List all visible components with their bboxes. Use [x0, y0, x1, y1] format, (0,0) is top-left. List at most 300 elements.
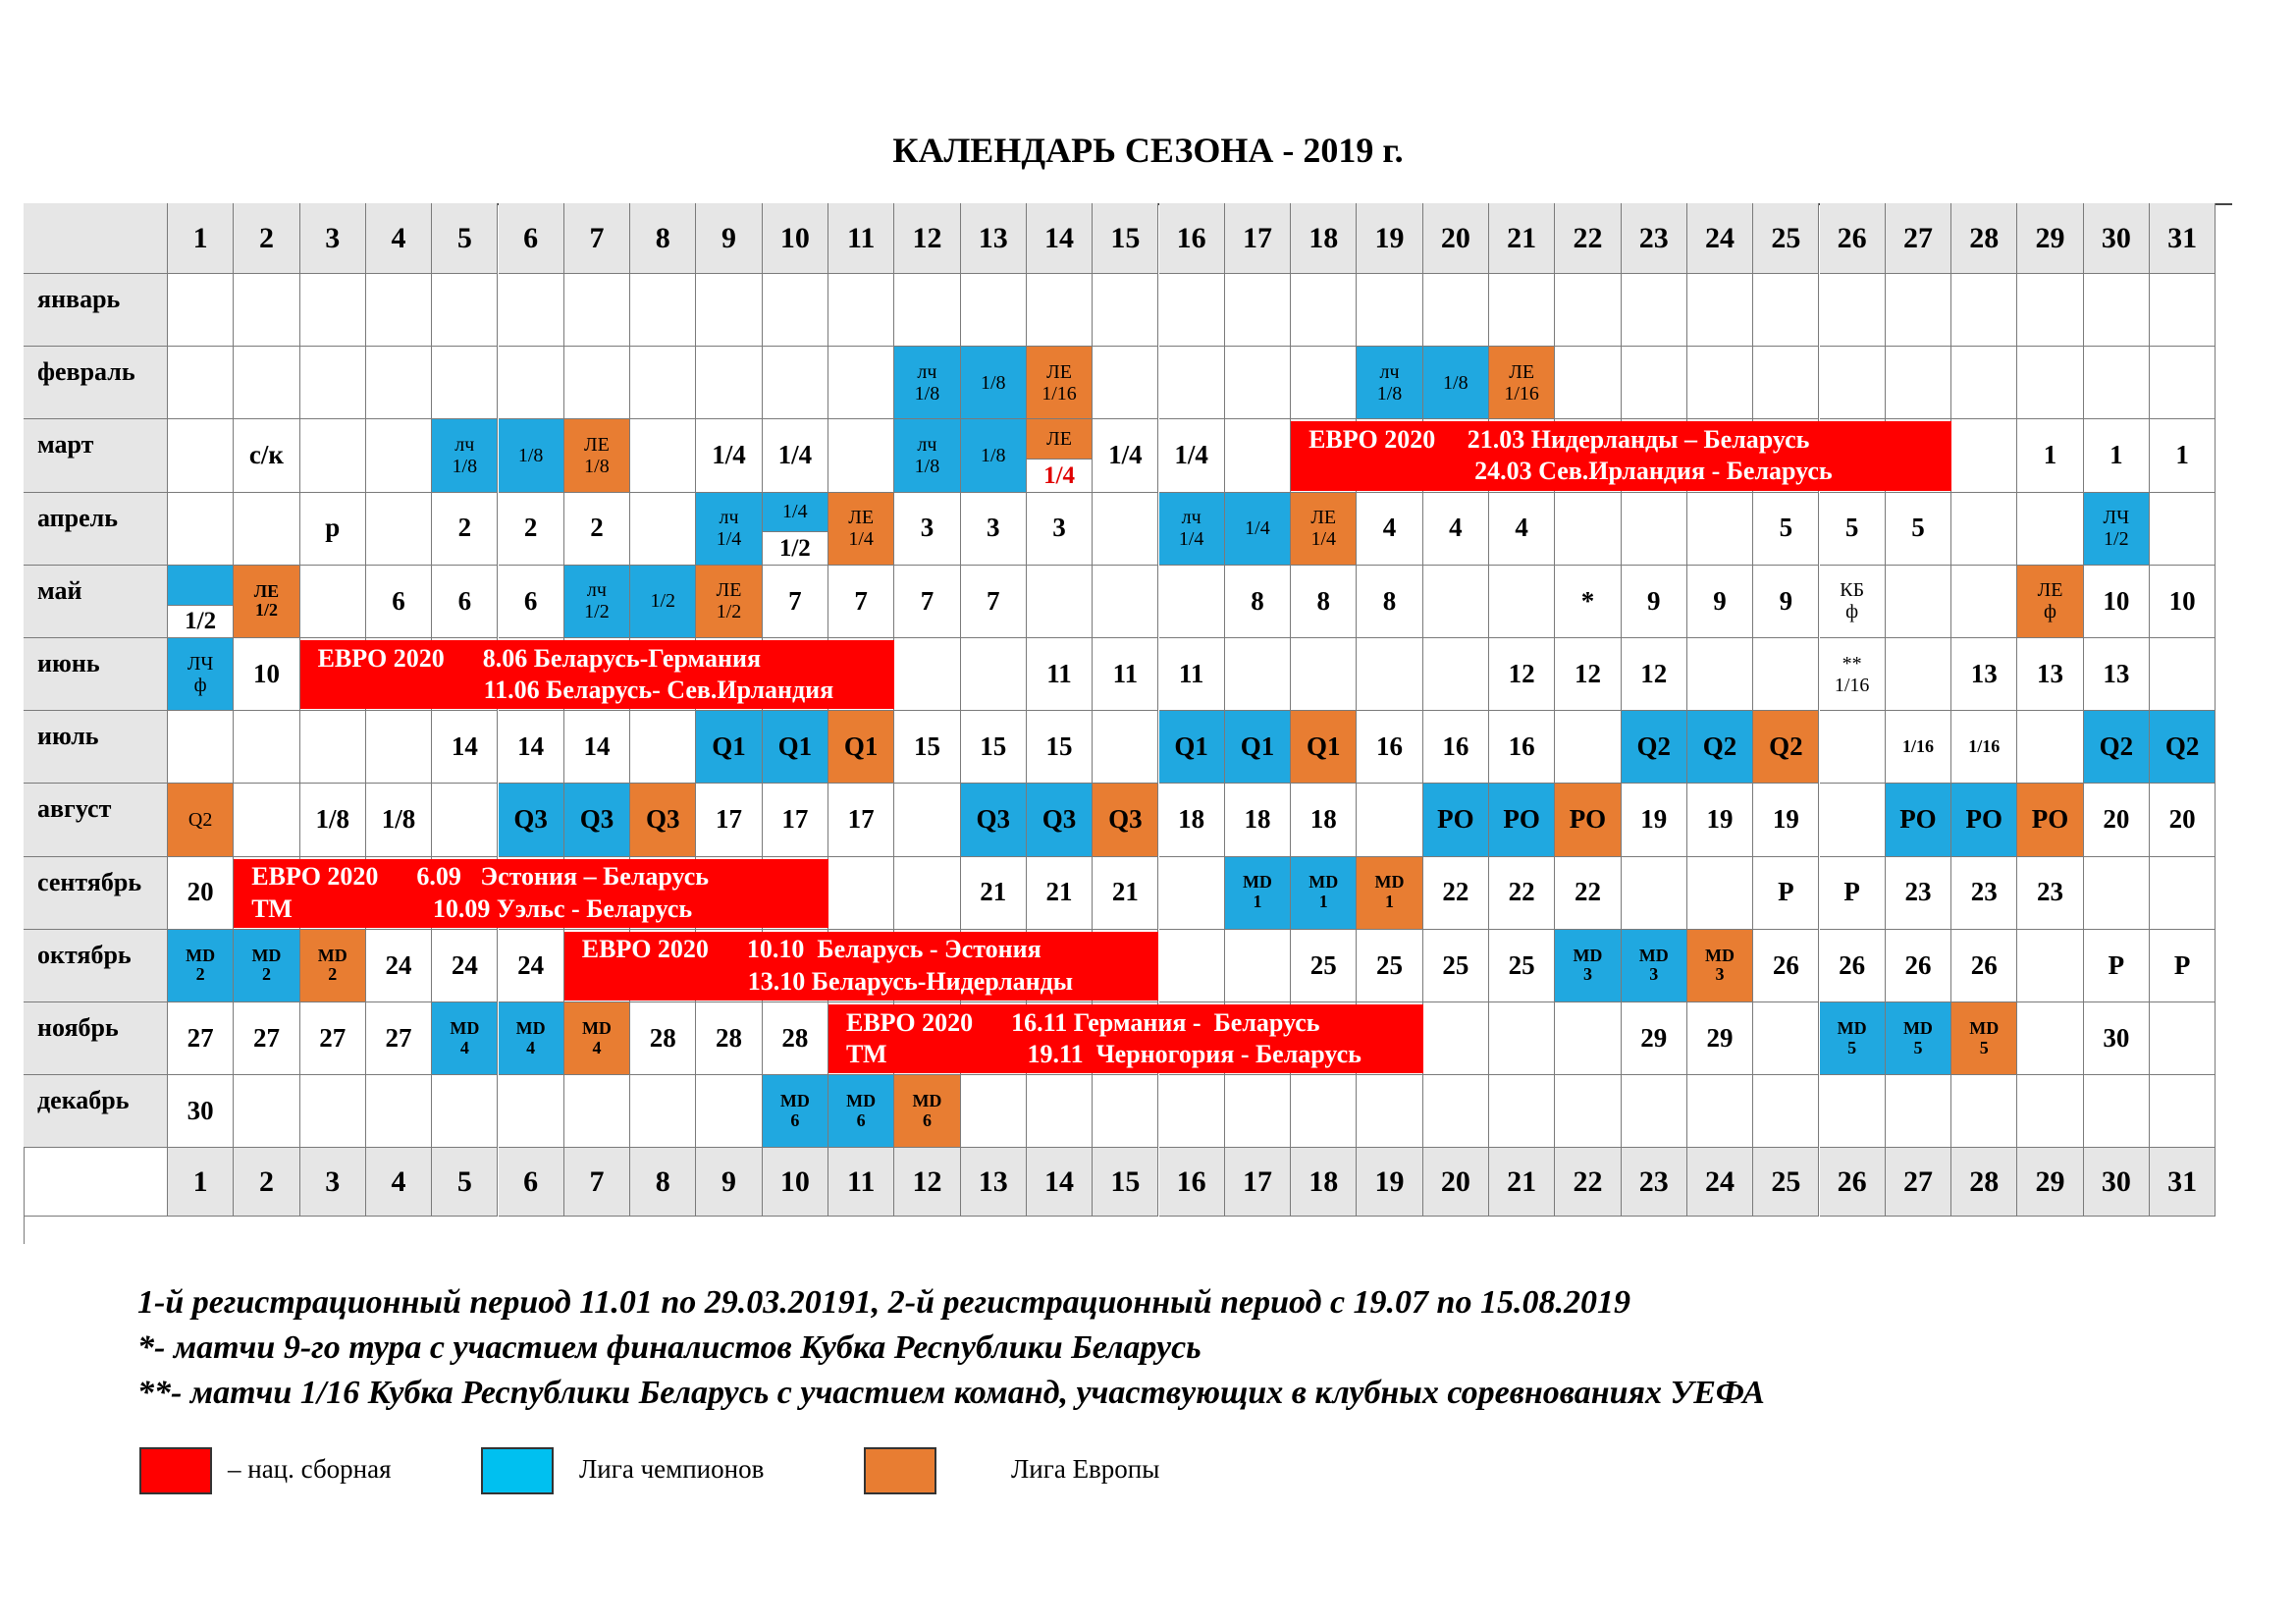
champions-league-cell: ЛЧ ф	[168, 638, 234, 711]
month-label: октябрь	[24, 930, 168, 1002]
band-line: ЕВРО 2020 6.09 Эстония – Беларусь	[251, 862, 709, 892]
day-cell: 24	[366, 930, 432, 1002]
band-line: 24.03 Сев.Ирландия - Беларусь	[1308, 457, 1833, 486]
legend-label-national: – нац. сборная	[228, 1454, 392, 1484]
footer-day: 26	[1820, 1148, 1886, 1217]
europa-league-cell: MD 3	[1687, 930, 1753, 1002]
day-cell: 27	[300, 1002, 366, 1075]
day-cell	[1687, 347, 1753, 419]
day-cell	[1357, 1075, 1422, 1148]
day-cell: 20	[168, 857, 234, 930]
footer-day: 21	[1489, 1148, 1555, 1217]
header-day: 4	[366, 203, 432, 274]
day-cell: 11	[1093, 638, 1158, 711]
day-cell	[828, 419, 894, 492]
header-day: 8	[630, 203, 696, 274]
footer-corner	[24, 1148, 168, 1217]
day-cell: 16	[1489, 711, 1555, 784]
day-cell: 28	[763, 1002, 828, 1075]
header-day: 13	[961, 203, 1027, 274]
champions-league-cell: Q3	[1027, 784, 1093, 856]
champions-league-cell: Q2	[2084, 711, 2150, 784]
day-cell: 1/16	[1886, 711, 1951, 784]
band-line: ЕВРО 2020 16.11 Германия - Беларусь	[846, 1007, 1320, 1037]
day-cell: 14	[499, 711, 564, 784]
day-cell: 5	[1753, 493, 1819, 566]
europa-league-cell: MD 6	[894, 1075, 960, 1148]
day-cell: 3	[961, 493, 1027, 566]
day-cell	[1291, 347, 1357, 419]
day-cell	[828, 857, 894, 930]
champions-league-cell: PO	[1489, 784, 1555, 856]
day-cell: 25	[1423, 930, 1489, 1002]
footer-day: 20	[1423, 1148, 1489, 1217]
header-day: 14	[1027, 203, 1093, 274]
day-cell: 7	[961, 566, 1027, 638]
day-cell: 18	[1291, 784, 1357, 856]
champions-league-cell: 1/8	[1423, 347, 1489, 419]
day-cell: 16	[1423, 711, 1489, 784]
footer-day: 19	[1357, 1148, 1422, 1217]
day-cell: 1	[2084, 419, 2150, 492]
day-cell	[1555, 1002, 1621, 1075]
day-cell	[1093, 493, 1158, 566]
day-cell: 2	[432, 493, 498, 566]
day-cell	[1357, 274, 1422, 347]
month-label: декабрь	[24, 1075, 168, 1148]
day-cell	[1423, 638, 1489, 711]
champions-league-cell: 1/8	[961, 347, 1027, 419]
day-cell	[234, 274, 299, 347]
day-cell	[1555, 1075, 1621, 1148]
day-cell	[1093, 274, 1158, 347]
header-corner	[24, 203, 168, 274]
day-cell	[1423, 1002, 1489, 1075]
day-cell	[1753, 1002, 1819, 1075]
header-day: 6	[499, 203, 564, 274]
day-cell	[1225, 419, 1291, 492]
champions-league-cell: 1/8	[499, 419, 564, 492]
europa-league-cell: MD 5	[1951, 1002, 2017, 1075]
day-cell: 21	[1093, 857, 1158, 930]
champions-league-cell: MD 6	[828, 1075, 894, 1148]
month-label: январь	[24, 274, 168, 347]
day-cell	[300, 419, 366, 492]
day-cell: 3	[894, 493, 960, 566]
day-cell: 4	[1423, 493, 1489, 566]
header-day: 11	[828, 203, 894, 274]
champions-league-cell: Q3	[499, 784, 564, 856]
day-cell: 16	[1357, 711, 1422, 784]
europa-league-cell: Q1	[1291, 711, 1357, 784]
footer-day: 10	[763, 1148, 828, 1217]
day-cell: 12	[1622, 638, 1687, 711]
day-cell	[1093, 347, 1158, 419]
cell-bottom-label: 1/4	[1027, 459, 1092, 491]
day-cell	[2017, 1002, 2083, 1075]
band-text	[318, 643, 834, 707]
day-cell	[1291, 1075, 1357, 1148]
header-day: 15	[1093, 203, 1158, 274]
day-cell	[2150, 274, 2216, 347]
day-cell	[894, 274, 960, 347]
day-cell: 24	[499, 930, 564, 1002]
band-line: ЕВРО 2020 8.06 Беларусь-Германия	[317, 643, 762, 673]
europa-league-cell: PO	[2017, 784, 2083, 856]
champions-league-cell: MD 5	[1886, 1002, 1951, 1075]
day-cell: Р	[2150, 930, 2216, 1002]
day-cell	[234, 711, 299, 784]
day-cell	[1886, 1075, 1951, 1148]
day-cell: 26	[1753, 930, 1819, 1002]
footer-day: 18	[1291, 1148, 1357, 1217]
champions-league-cell: лч 1/8	[432, 419, 498, 492]
day-cell	[1555, 493, 1621, 566]
day-cell	[1027, 274, 1093, 347]
day-cell: 10	[234, 638, 299, 711]
day-cell	[1423, 1075, 1489, 1148]
day-cell	[234, 1075, 299, 1148]
day-cell: 13	[2084, 638, 2150, 711]
champions-league-cell: Q3	[961, 784, 1027, 856]
champions-league-cell	[168, 566, 234, 638]
day-cell	[564, 1075, 630, 1148]
day-cell	[1291, 638, 1357, 711]
day-cell: 18	[1159, 784, 1225, 856]
day-cell	[1820, 711, 1886, 784]
day-cell	[696, 347, 762, 419]
europa-league-cell: ЛЕ 1/2	[696, 566, 762, 638]
header-day: 24	[1687, 203, 1753, 274]
header-day: 19	[1357, 203, 1422, 274]
day-cell	[1225, 274, 1291, 347]
day-cell	[432, 784, 498, 856]
champions-league-cell: Q1	[1159, 711, 1225, 784]
day-cell	[630, 274, 696, 347]
cell-top-label	[168, 566, 233, 605]
champions-league-cell: лч 1/8	[894, 419, 960, 492]
month-label: февраль	[24, 347, 168, 419]
day-cell	[828, 347, 894, 419]
champions-league-cell: PO	[1951, 784, 2017, 856]
month-label: ноябрь	[24, 1002, 168, 1075]
day-cell	[1951, 347, 2017, 419]
day-cell: 13	[1951, 638, 2017, 711]
day-cell	[1687, 638, 1753, 711]
day-cell	[1489, 566, 1555, 638]
footer-day: 24	[1687, 1148, 1753, 1217]
day-cell: 5	[1886, 493, 1951, 566]
day-cell	[1622, 1075, 1687, 1148]
band-text	[582, 934, 1073, 998]
day-cell: 25	[1291, 930, 1357, 1002]
day-cell	[168, 711, 234, 784]
day-cell	[2017, 493, 2083, 566]
note-registration: 1-й регистрационный период 11.01 по 29.03.20191, 2-й регистрационный период с 19.07 по 15.08.2019	[137, 1284, 1630, 1321]
legend-swatch-national	[139, 1447, 212, 1494]
day-cell: 22	[1555, 857, 1621, 930]
header-day: 29	[2017, 203, 2083, 274]
day-cell: 12	[1555, 638, 1621, 711]
day-cell: 17	[696, 784, 762, 856]
day-cell	[1886, 274, 1951, 347]
day-cell	[2150, 347, 2216, 419]
footer-day: 27	[1886, 1148, 1951, 1217]
day-cell	[366, 274, 432, 347]
footer-day: 28	[1951, 1148, 2017, 1217]
day-cell	[828, 274, 894, 347]
day-cell	[2150, 638, 2216, 711]
champions-league-cell: Q1	[1225, 711, 1291, 784]
champions-league-cell: MD 5	[1820, 1002, 1886, 1075]
day-cell	[1423, 566, 1489, 638]
day-cell: 10	[2084, 566, 2150, 638]
season-calendar-table	[24, 203, 2232, 1244]
day-cell: 8	[1225, 566, 1291, 638]
champions-league-cell: Q3	[564, 784, 630, 856]
day-cell	[1951, 1075, 2017, 1148]
header-day: 5	[432, 203, 498, 274]
day-cell	[1687, 493, 1753, 566]
europa-league-cell: Q3	[1093, 784, 1158, 856]
day-cell	[1622, 347, 1687, 419]
champions-league-cell: Q2	[1622, 711, 1687, 784]
europa-league-cell: Q2	[1753, 711, 1819, 784]
day-cell	[234, 493, 299, 566]
day-cell	[432, 1075, 498, 1148]
champions-league-cell: лч 1/2	[564, 566, 630, 638]
footer-day: 25	[1753, 1148, 1819, 1217]
day-cell: 7	[828, 566, 894, 638]
day-cell	[1159, 566, 1225, 638]
day-cell	[2017, 347, 2083, 419]
day-cell	[2017, 711, 2083, 784]
champions-league-cell: MD 1	[1291, 857, 1357, 930]
header-day: 9	[696, 203, 762, 274]
day-cell	[1159, 347, 1225, 419]
day-cell	[1622, 857, 1687, 930]
band-text	[1308, 424, 1833, 488]
day-cell: 22	[1489, 857, 1555, 930]
day-cell	[2017, 274, 2083, 347]
day-cell: 25	[1357, 930, 1422, 1002]
footer-day: 17	[1225, 1148, 1291, 1217]
day-cell	[1489, 1002, 1555, 1075]
day-cell: 1/8	[300, 784, 366, 856]
day-cell: 19	[1687, 784, 1753, 856]
cell-top-label: ЛЕ	[1046, 428, 1072, 451]
day-cell: 15	[1027, 711, 1093, 784]
national-team-band	[564, 932, 1159, 1001]
europa-league-cell: ЛЕ ф	[2017, 566, 2083, 638]
header-day: 10	[763, 203, 828, 274]
day-cell	[961, 274, 1027, 347]
national-team-band	[300, 640, 895, 709]
day-cell	[300, 274, 366, 347]
day-cell: 21	[961, 857, 1027, 930]
day-cell	[1753, 1075, 1819, 1148]
day-cell	[1687, 857, 1753, 930]
header-day: 3	[300, 203, 366, 274]
day-cell	[2084, 274, 2150, 347]
day-cell: КБ ф	[1820, 566, 1886, 638]
day-cell: 23	[1951, 857, 2017, 930]
day-cell	[696, 1075, 762, 1148]
footer-day: 14	[1027, 1148, 1093, 1217]
day-cell	[1489, 274, 1555, 347]
header-day: 7	[564, 203, 630, 274]
header-day: 20	[1423, 203, 1489, 274]
champions-league-cell: MD 4	[499, 1002, 564, 1075]
footer-day: 12	[894, 1148, 960, 1217]
day-cell	[1753, 274, 1819, 347]
day-cell: 29	[1687, 1002, 1753, 1075]
footer-day: 6	[499, 1148, 564, 1217]
header-day: 21	[1489, 203, 1555, 274]
day-cell	[1622, 274, 1687, 347]
day-cell	[961, 1075, 1027, 1148]
day-cell: 29	[1622, 1002, 1687, 1075]
day-cell: 30	[2084, 1002, 2150, 1075]
day-cell: 15	[961, 711, 1027, 784]
day-cell	[630, 711, 696, 784]
footer-day: 1	[168, 1148, 234, 1217]
day-cell: 30	[168, 1075, 234, 1148]
day-cell: 14	[432, 711, 498, 784]
day-cell	[763, 347, 828, 419]
champions-league-cell: Q1	[696, 711, 762, 784]
day-cell: 1/8	[366, 784, 432, 856]
day-cell: 13	[2017, 638, 2083, 711]
day-cell: ** 1/16	[1820, 638, 1886, 711]
day-cell: 8	[1291, 566, 1357, 638]
europa-league-cell: PO	[1555, 784, 1621, 856]
month-label: апрель	[24, 493, 168, 566]
day-cell	[1357, 638, 1422, 711]
note-cup-finalists: *- матчи 9-го тура с участием финалистов Кубка Республики Беларусь	[137, 1329, 1201, 1366]
day-cell	[894, 857, 960, 930]
page-title: КАЛЕНДАРЬ СЕЗОНА - 2019 г.	[892, 131, 1404, 170]
day-cell	[1423, 274, 1489, 347]
header-day: 18	[1291, 203, 1357, 274]
day-cell	[499, 274, 564, 347]
day-cell	[630, 1075, 696, 1148]
header-day: 28	[1951, 203, 2017, 274]
champions-league-cell: Q1	[763, 711, 828, 784]
header-day: 16	[1159, 203, 1225, 274]
day-cell	[1093, 1075, 1158, 1148]
day-cell: Р	[1753, 857, 1819, 930]
day-cell	[1357, 784, 1422, 856]
day-cell	[1753, 347, 1819, 419]
day-cell	[961, 638, 1027, 711]
day-cell: 25	[1489, 930, 1555, 1002]
day-cell	[1951, 274, 2017, 347]
legend-label-europa-league: Лига Европы	[1011, 1454, 1160, 1484]
champions-league-cell: лч 1/8	[894, 347, 960, 419]
header-day: 25	[1753, 203, 1819, 274]
day-cell	[564, 347, 630, 419]
national-team-band	[1291, 421, 1951, 490]
day-cell	[1225, 638, 1291, 711]
month-label: май	[24, 566, 168, 638]
day-cell	[1225, 347, 1291, 419]
day-cell	[1886, 347, 1951, 419]
day-cell	[1159, 274, 1225, 347]
footer-day: 9	[696, 1148, 762, 1217]
day-cell	[1093, 566, 1158, 638]
champions-league-cell: 1/8	[961, 419, 1027, 492]
band-line: ТМ 10.09 Уэльс - Беларусь	[251, 893, 693, 923]
day-cell	[1555, 347, 1621, 419]
day-cell	[894, 638, 960, 711]
footer-day: 7	[564, 1148, 630, 1217]
band-text	[251, 861, 709, 925]
day-cell: 1/16	[1951, 711, 2017, 784]
month-label: март	[24, 419, 168, 492]
day-cell: 15	[894, 711, 960, 784]
footer-day: 13	[961, 1148, 1027, 1217]
day-cell: 28	[630, 1002, 696, 1075]
day-cell: 6	[499, 566, 564, 638]
day-cell	[366, 419, 432, 492]
europa-league-cell: ЛЕ 1/8	[564, 419, 630, 492]
day-cell: 23	[2017, 857, 2083, 930]
legend-swatch-champions-league	[481, 1447, 554, 1494]
header-day: 2	[234, 203, 299, 274]
header-day: 27	[1886, 203, 1951, 274]
day-cell: *	[1555, 566, 1621, 638]
cell-bottom-label: 1/2	[168, 605, 233, 637]
header-day: 23	[1622, 203, 1687, 274]
legend-swatch-europa-league	[864, 1447, 936, 1494]
day-cell: 23	[1886, 857, 1951, 930]
day-cell	[763, 274, 828, 347]
day-cell	[2150, 1002, 2216, 1075]
header-day: 22	[1555, 203, 1621, 274]
national-team-band	[828, 1004, 1423, 1073]
day-cell: 1/4	[763, 419, 828, 492]
day-cell	[1820, 784, 1886, 856]
header-day: 31	[2150, 203, 2216, 274]
day-cell	[2017, 1075, 2083, 1148]
day-cell: 9	[1753, 566, 1819, 638]
day-cell	[894, 784, 960, 856]
day-cell: 11	[1027, 638, 1093, 711]
day-cell	[300, 566, 366, 638]
day-cell	[1225, 930, 1291, 1002]
day-cell: 6	[432, 566, 498, 638]
footer-day: 11	[828, 1148, 894, 1217]
champions-league-cell: лч 1/4	[1159, 493, 1225, 566]
day-cell: 28	[696, 1002, 762, 1075]
day-cell: 4	[1489, 493, 1555, 566]
day-cell: 26	[1951, 930, 2017, 1002]
day-cell	[366, 347, 432, 419]
day-cell	[1820, 1075, 1886, 1148]
footer-day: 8	[630, 1148, 696, 1217]
champions-league-cell: 1/2	[630, 566, 696, 638]
day-cell: 9	[1622, 566, 1687, 638]
band-line: 11.06 Беларусь- Сев.Ирландия	[317, 676, 834, 705]
champions-league-cell: лч 1/4	[696, 493, 762, 566]
day-cell	[1225, 1075, 1291, 1148]
day-cell: 19	[1753, 784, 1819, 856]
footer-day: 3	[300, 1148, 366, 1217]
europa-league-cell: ЛЕ 1/16	[1489, 347, 1555, 419]
day-cell	[168, 274, 234, 347]
day-cell: 5	[1820, 493, 1886, 566]
